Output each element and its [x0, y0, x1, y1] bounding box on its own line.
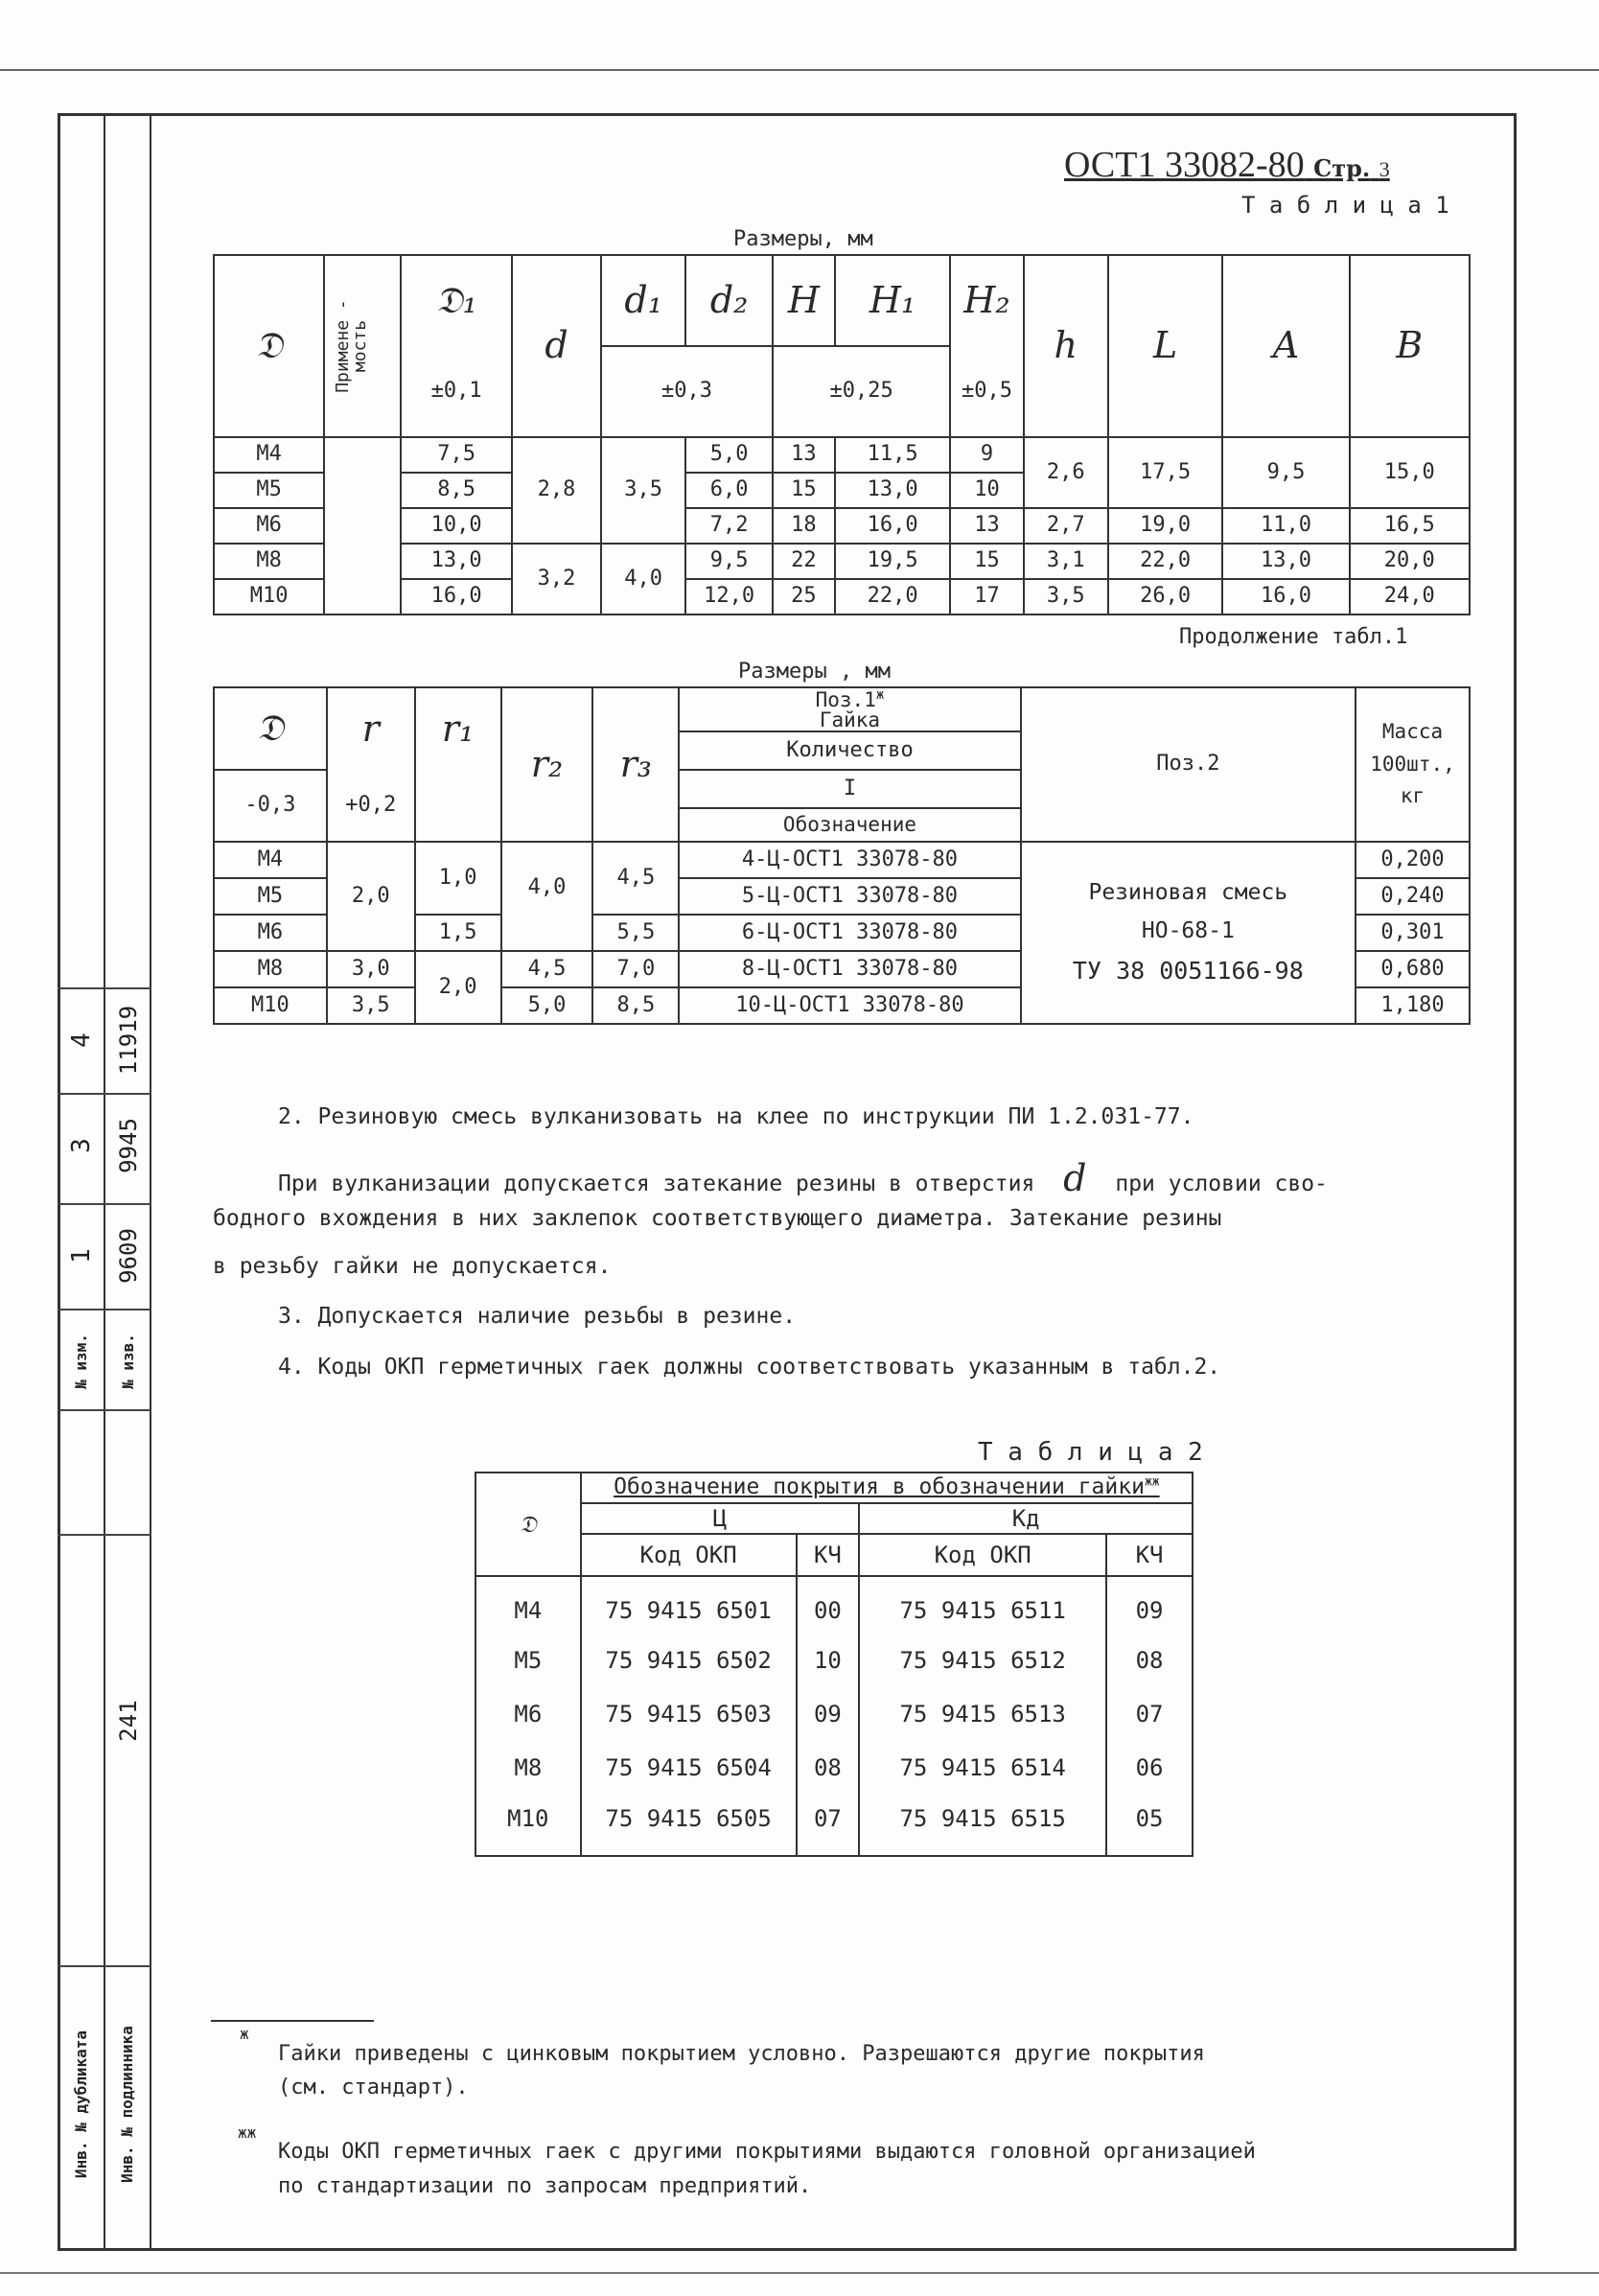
- table-row: М10 3,5 5,0 8,5 10-Ц-ОСТ1 33078-80 1,180: [214, 987, 1470, 1024]
- table-row: М10 75 9415 6505 07 75 9415 6515 05: [475, 1795, 1193, 1856]
- hdr2-r3: r₃: [592, 687, 679, 842]
- footnote-1-line1: Гайки приведены с цинковым покрытием условно. Разрешаются другие покрытия: [278, 2042, 1205, 2066]
- table1-continuation: Продолжение табл.1: [1179, 625, 1408, 649]
- tol-d: ±0,3: [601, 346, 773, 437]
- paragraph-2d: в резьбу гайки не допускается.: [213, 1254, 612, 1279]
- label-original-inventory: Инв. № подлинника: [118, 2026, 136, 2183]
- t2-hdr-okp-kd: Код ОКП: [859, 1534, 1106, 1576]
- table-row: М4 75 9415 6501 00 75 9415 6511 09: [475, 1576, 1193, 1634]
- hdr-B: B: [1350, 255, 1470, 437]
- t2-hdr-kd: Кд: [859, 1503, 1193, 1534]
- hdr-L: L: [1108, 255, 1223, 437]
- table-row: М8 13,0 3,2 4,0 9,5 22 19,5 15 3,1 22,0 13,0 20,0: [214, 544, 1470, 579]
- doc-number-11919: 11919: [115, 1005, 142, 1076]
- hdr-A: A: [1222, 255, 1349, 437]
- table-row: М5 8,5 6,0 15 13,0 10: [214, 473, 1470, 508]
- label-change-number: № изм.: [72, 1334, 90, 1389]
- table-row: М4 2,0 1,0 4,0 4,5 4-Ц-ОСТ1 33078-80 Резиновая смесь НО-68-1 ТУ 38 0051166-98 0,200: [214, 842, 1470, 878]
- hdr2-designation: Обозначение: [679, 808, 1020, 842]
- inventory-number: 241: [115, 1700, 142, 1742]
- material-cell: Резиновая смесь НО-68-1 ТУ 38 0051166-98: [1021, 842, 1356, 1024]
- paragraph-2c: бодного вхождения в них заклепок соответствующего диаметра. Затекание резины: [213, 1206, 1222, 1231]
- footnote-separator: [211, 2020, 374, 2022]
- page-label: Стр.: [1313, 154, 1371, 182]
- t2-hdr-okp-zn: Код ОКП: [581, 1534, 797, 1576]
- hdr-d2: d₂: [685, 255, 773, 346]
- table-row: М5 5-Ц-ОСТ1 33078-80 0,240: [214, 878, 1470, 915]
- hdr2-D: 𝔇: [214, 687, 327, 770]
- table2: [475, 1472, 1193, 1857]
- hdr-H1: H₁: [835, 255, 951, 346]
- hdr-d1: d₁: [601, 255, 685, 346]
- hdr-applicability: Примене - мость: [324, 255, 401, 437]
- doc-number-9945: 9945: [115, 1118, 142, 1173]
- hdr-D: 𝔇: [214, 255, 324, 437]
- label-doc-number: № изв.: [119, 1334, 137, 1389]
- hdr2-r1: r₁: [415, 687, 501, 770]
- table-row: М6 75 9415 6503 09 75 9415 6513 07: [475, 1687, 1193, 1741]
- footnote-1-line2: (см. стандарт).: [278, 2076, 469, 2099]
- footnote-mark-1: ж: [240, 2025, 249, 2043]
- t2-hdr-zn: Ц: [581, 1503, 860, 1534]
- hdr2-pos2: Поз.2: [1021, 687, 1356, 842]
- table1-continued: [213, 686, 1471, 1025]
- hdr-H: H: [773, 255, 835, 346]
- hdr2-pos1: $Поз.1^ж$ Гайка: [679, 687, 1020, 731]
- margin-strip-outer: [58, 113, 105, 2251]
- table-row: М6 10,0 7,2 18 16,0 13 2,7 19,0 11,0 16,5: [214, 508, 1470, 544]
- hdr2-mass: Масса 100шт., кг: [1356, 687, 1470, 842]
- page-number: 3: [1379, 157, 1390, 181]
- t2-hdr-D: 𝔇: [475, 1473, 581, 1576]
- doc-number-9609: 9609: [115, 1228, 142, 1284]
- standard-number: ОСТ1 33082-80 Стр. 3: [1064, 145, 1390, 185]
- label-duplicate-inventory: Инв. № дубликата: [72, 2029, 90, 2179]
- hdr-h: h: [1024, 255, 1108, 437]
- table1: [213, 254, 1471, 615]
- table2-caption: Т а б л и ц а 2: [978, 1438, 1203, 1467]
- t2-hdr-group: Обозначение покрытия в обозначении гайки$^{жж}$: [581, 1473, 1193, 1503]
- table-row: М10 16,0 12,0 25 22,0 17 3,5 26,0 16,0 24,0: [214, 579, 1470, 615]
- table1-units-caption: Размеры, мм: [733, 227, 873, 251]
- hdr-D1: 𝔇₁: [401, 255, 512, 346]
- table-row: М6 1,5 5,5 6-Ц-ОСТ1 33078-80 0,301: [214, 915, 1470, 951]
- t2-hdr-kch-kd: КЧ: [1106, 1534, 1193, 1576]
- t2-hdr-kch-zn: КЧ: [797, 1534, 860, 1576]
- applicability-empty: [324, 437, 401, 615]
- hdr2-quantity-value: I: [679, 770, 1020, 808]
- table-row: М8 3,0 2,0 4,5 7,0 8-Ц-ОСТ1 33078-80 0,680: [214, 951, 1470, 987]
- tol-D1: ±0,1: [401, 346, 512, 437]
- paragraph-4: 4. Коды ОКП герметичных гаек должны соответствовать указанным в табл.2.: [278, 1355, 1221, 1380]
- footnote-2-line1: Коды ОКП герметичных гаек с другими покрытиями выдаются головной организацией: [278, 2140, 1256, 2164]
- scan-bottom-line: [0, 2272, 1599, 2274]
- hdr2-quantity: Количество: [679, 731, 1020, 770]
- tol-H: ±0,25: [773, 346, 950, 437]
- change-number-4: 4: [67, 1032, 96, 1048]
- hdr-d: d: [512, 255, 601, 437]
- margin-strip-inner: [105, 113, 151, 2251]
- hdr-H2: H₂: [950, 255, 1023, 346]
- change-number-3: 3: [67, 1138, 96, 1153]
- paragraph-3: 3. Допускается наличие резьбы в резине.: [278, 1304, 797, 1329]
- table1-cont-units: Размеры , мм: [738, 660, 891, 684]
- table-row: М5 75 9415 6502 10 75 9415 6512 08: [475, 1634, 1193, 1687]
- paragraph-2b: При вулканизации допускается затекание резины в отверстия d при условии сво-: [278, 1157, 1328, 1199]
- tol-H2: ±0,5: [950, 346, 1023, 437]
- table1-caption: Т а б л и ц а 1: [1241, 192, 1449, 219]
- tol2-r1: +0,2: [327, 770, 415, 842]
- table-row: М8 75 9415 6504 08 75 9415 6514 06: [475, 1741, 1193, 1795]
- change-number-1: 1: [67, 1248, 96, 1264]
- footnote-mark-2: жж: [238, 2123, 257, 2142]
- footnote-2-line2: по стандартизации по запросам предприятий.: [278, 2174, 812, 2198]
- scan-top-line: [0, 69, 1599, 71]
- paragraph-2a: 2. Резиновую смесь вулканизовать на клее по инструкции ПИ 1.2.031-77.: [278, 1104, 1194, 1129]
- tol2-r: -0,3: [214, 770, 327, 842]
- hdr2-r2: r₂: [501, 687, 593, 842]
- hdr2-r: r: [327, 687, 415, 770]
- table-row: М4 7,5 2,8 3,5 5,0 13 11,5 9 2,6 17,5 9,5 15,0: [214, 437, 1470, 473]
